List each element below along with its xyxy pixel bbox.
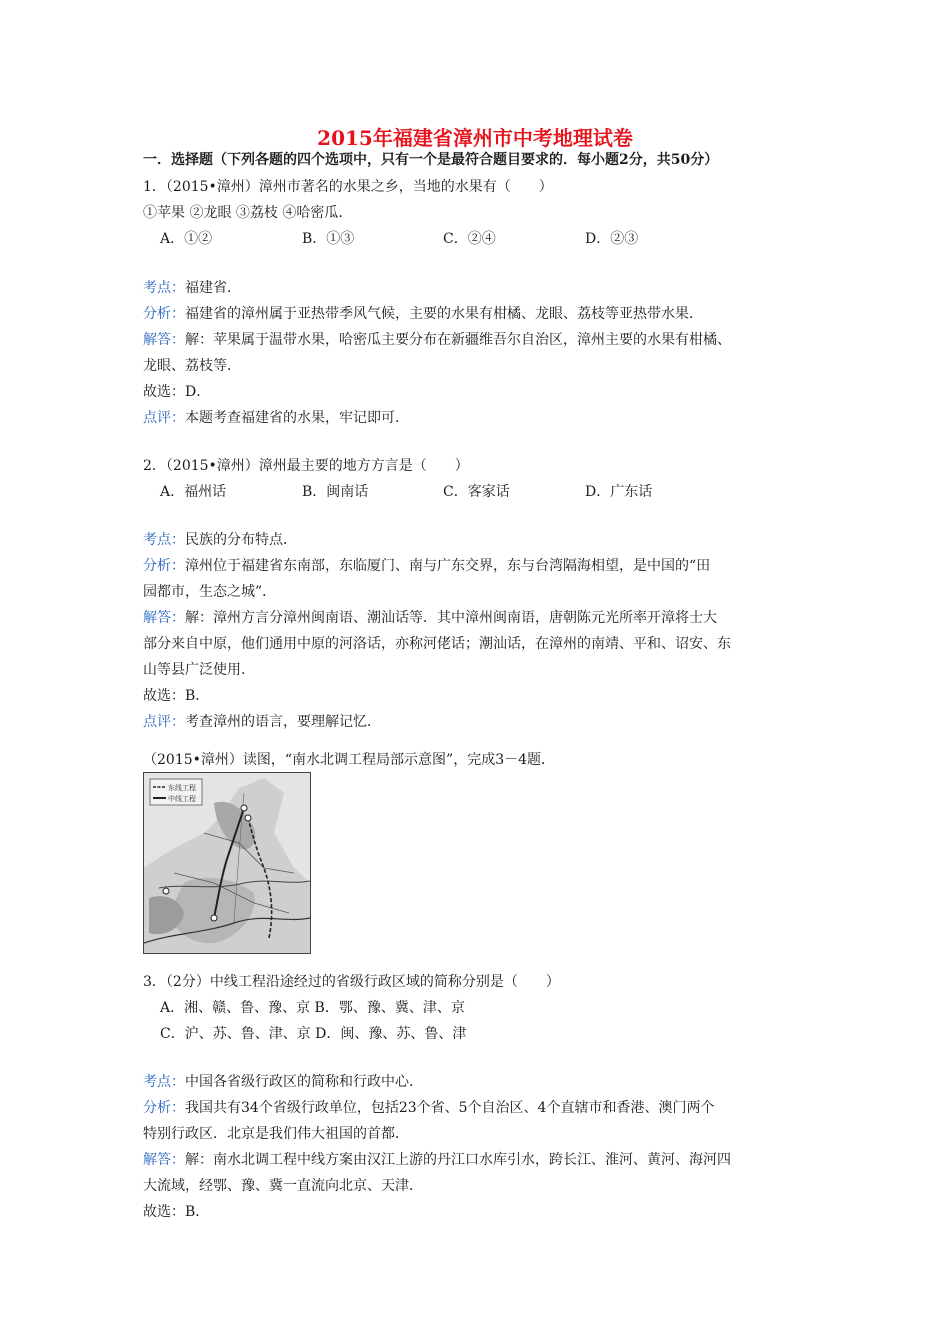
q1-option-c: C．②④: [443, 231, 496, 247]
q3-fenxi-text-1: 我国共有34个省级行政单位，包括23个省、5个自治区、4个直辖市和香港、澳门两个: [185, 1100, 715, 1116]
q1-sub: ①苹果 ②龙眼 ③荔枝 ④哈密瓜．: [143, 205, 353, 221]
fenxi-label: 分析：: [143, 558, 185, 574]
q1-dianping-text: 本题考查福建省的水果，牢记即可．: [185, 410, 409, 426]
q1-kaodian: [143, 278, 241, 298]
dianping-label: 点评：: [143, 714, 185, 730]
legend-middle-route: 中线工程: [168, 795, 196, 803]
q2-fenxi-text-2: 园都市，生态之城”．: [143, 584, 277, 600]
q2-option-c: C．客家话: [443, 484, 510, 500]
page-title: 2015年福建省漳州市中考地理试卷: [317, 126, 633, 150]
q1-dianping: [143, 408, 409, 428]
legend-east-route: 东线工程: [168, 784, 196, 792]
jieda-label: 解答：: [143, 1152, 185, 1168]
q2-fenxi: [143, 556, 710, 576]
q1-fenxi: [143, 304, 703, 324]
q2-kaodian: [143, 530, 297, 550]
jieda-label: 解答：: [143, 332, 185, 348]
dianping-label: 点评：: [143, 410, 185, 426]
q2-jieda-text-3: 山等县广泛使用．: [143, 662, 255, 678]
kaodian-label: 考点：: [143, 532, 185, 548]
section-header: 一．选择题（下列各题的四个选项中，只有一个是最符合题目要求的．每小题2分，共50分）: [143, 152, 719, 168]
q2-jieda-text-1: 解：漳州方言分漳州闽南语、潮汕话等．其中漳州闽南语，唐朝陈元光所率开漳将士大: [185, 610, 717, 626]
q3-options-line-1: A．湘、赣、鲁、豫、京 B．鄂、豫、冀、津、京: [160, 1000, 465, 1016]
q3-fenxi: [143, 1098, 714, 1118]
q3-jieda: [143, 1150, 731, 1170]
q3-kaodian-text: 中国各省级行政区的简称和行政中心．: [185, 1074, 423, 1090]
q1-option-d: D．②③: [585, 231, 639, 247]
q2-jieda-text-2: 部分来自中原，他们通用中原的河洛话，亦称河佬话；潮汕话，在漳州的南靖、平和、诏安、东: [143, 636, 731, 652]
map-figure: [144, 773, 310, 953]
q1-jieda-text-1: 解：苹果属于温带水果，哈密瓜主要分布在新疆维吾尔自治区，漳州主要的水果有柑橘、: [185, 332, 731, 348]
fenxi-label: 分析：: [143, 306, 185, 322]
q2-stem: 2．（2015•漳州）漳州最主要的地方方言是（ ）: [143, 458, 469, 474]
fenxi-label: 分析：: [143, 1100, 185, 1116]
group-intro: （2015•漳州）读图，“南水北调工程局部示意图”，完成3－4题．: [143, 752, 556, 768]
q3-jieda-text-1: 解：南水北调工程中线方案由汉江上游的丹江口水库引水，跨长江、淮河、黄河、海河四: [185, 1152, 731, 1168]
q2-kaodian-text: 民族的分布特点．: [185, 532, 297, 548]
q2-dianping: [143, 712, 381, 732]
q1-option-b: B．①③: [302, 231, 355, 247]
q2-fenxi-text-1: 漳州位于福建省东南部，东临厦门、南与广东交界，东与台湾隔海相望，是中国的“田: [185, 558, 711, 574]
q2-jieda: [143, 608, 717, 628]
q2-dianping-text: 考查漳州的语言，要理解记忆．: [185, 714, 381, 730]
q3-jieda-text-2: 大流域，经鄂、豫、冀一直流向北京、天津．: [143, 1178, 423, 1194]
q2-option-d: D．广东话: [585, 484, 653, 500]
q3-answer: 故选：B．: [143, 1204, 210, 1220]
q1-option-a: A．①②: [160, 231, 213, 247]
q1-fenxi-text: 福建省的漳州属于亚热带季风气候，主要的水果有柑橘、龙眼、荔枝等亚热带水果．: [185, 306, 703, 322]
q3-stem: 3．（2分）中线工程沿途经过的省级行政区域的简称分别是（ ）: [143, 974, 560, 990]
kaodian-label: 考点：: [143, 1074, 185, 1090]
south-north-water-map: [143, 772, 311, 954]
q1-jieda: [143, 330, 731, 350]
q1-answer: 故选：D．: [143, 384, 211, 400]
q2-option-a: A．福州话: [160, 484, 227, 500]
q2-answer: 故选：B．: [143, 688, 210, 704]
q3-kaodian: [143, 1072, 423, 1092]
q2-option-b: B．闽南话: [302, 484, 369, 500]
q1-stem: 1．（2015•漳州）漳州市著名的水果之乡，当地的水果有（ ）: [143, 179, 553, 195]
q1-jieda-text-2: 龙眼、荔枝等．: [143, 358, 241, 374]
kaodian-label: 考点：: [143, 280, 185, 296]
q3-options-line-2: C．沪、苏、鲁、津、京 D．闽、豫、苏、鲁、津: [160, 1026, 467, 1042]
q1-kaodian-text: 福建省．: [185, 280, 241, 296]
jieda-label: 解答：: [143, 610, 185, 626]
q3-fenxi-text-2: 特别行政区．北京是我们伟大祖国的首都．: [143, 1126, 409, 1142]
